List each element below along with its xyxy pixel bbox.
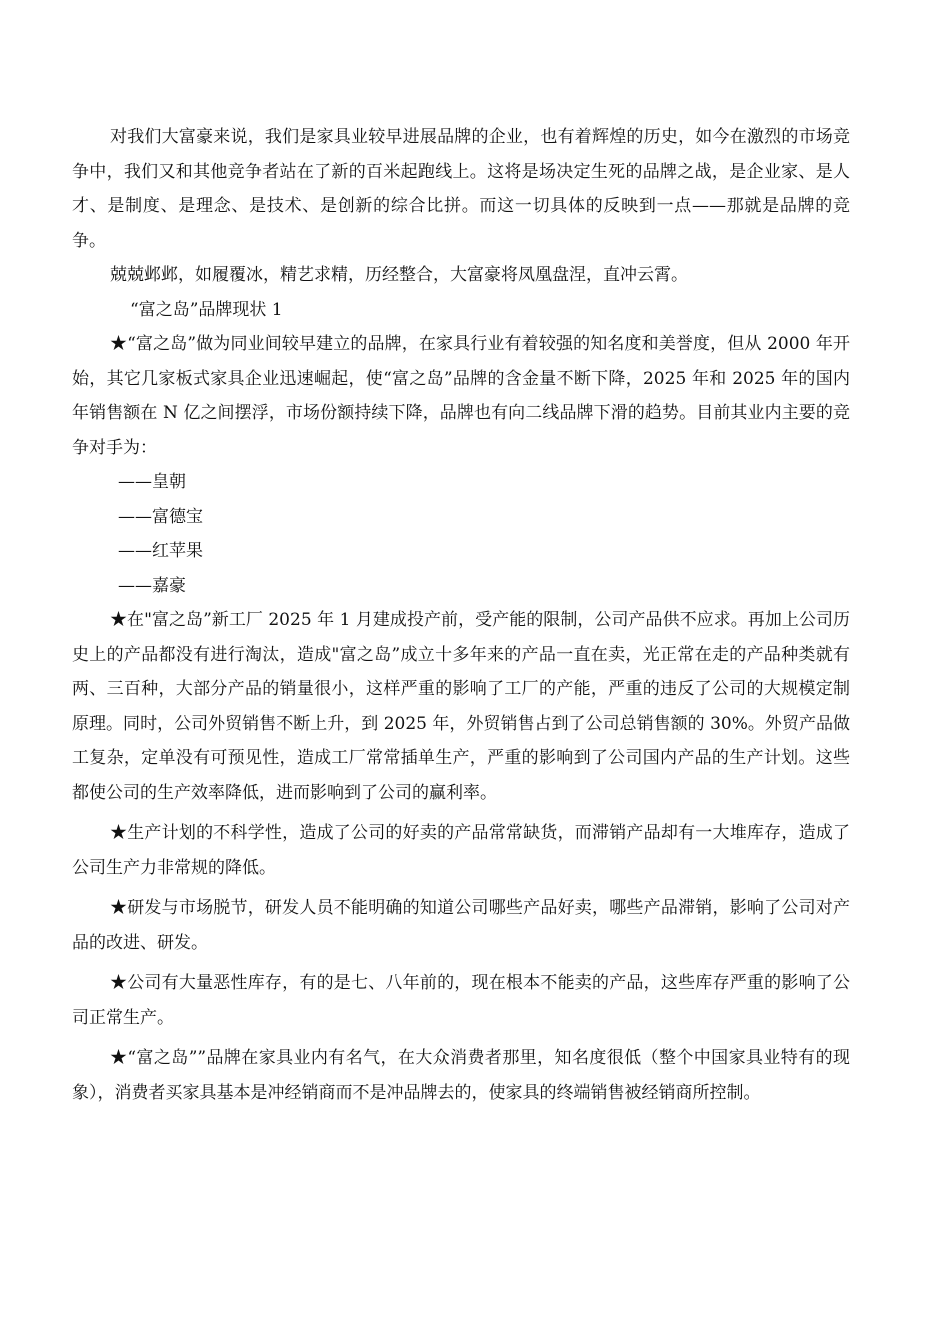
competitor-item: ——嘉豪 bbox=[118, 575, 186, 596]
production-paragraph: ★在"富之岛”新工厂 2025 年 1 月建成投产前，受产能的限制，公司产品供不应求。再加上公司历史上的产品都没有进行淘汰，造成"富之岛”成立十多年来的产品一直在卖，光正常在走的产品种类就有两、三百种，大部分产品的销量很小，这样严重的影响了工厂的产能，严重的违反了公司的大规模定制原理。同时，公司外贸销售不断上升，到 2025 年，外贸销售占到了公司总销售额的 30%。外贸产品做工复杂，定单没有可预见性，造成工厂常常插单生产，严重的影响到了公司国内产品的生产计划。这些都使公司的生产效率降低，进而影响到了公司的赢利率。 bbox=[72, 610, 850, 803]
brand-status-paragraph: ★“富之岛”做为同业间较早建立的品牌，在家具行业有着较强的知名度和美誉度，但从 2000 年开始，其它几家板式家具企业迅速崛起，使“富之岛”品牌的含金量不断下降，2025 年和 2025 年的国内年销售额在 N 亿之间摆浮，市场份额持续下降，品牌也有向二线品牌下滑的趋势。目前其业内主要的竞争对手为： bbox=[72, 334, 850, 458]
motto-paragraph: 兢兢邺邺，如履覆冰，精艺求精，历经整合，大富豪将凤凰盘涅，直冲云霄。 bbox=[110, 265, 688, 285]
intro-paragraph: 对我们大富豪来说，我们是家具业较早进展品牌的企业，也有着辉煌的历史，如今在激烈的市场竞争中，我们又和其他竞争者站在了新的百米起跑线上。这将是场决定生死的品牌之战，是企业家、是人才、是制度、是理念、是技术、是创新的综合比拼。而这一切具体的反映到一点——那就是品牌的竞争。 bbox=[72, 127, 850, 251]
competitor-item: ——红苹果 bbox=[118, 541, 203, 561]
section-title: “富之岛”品牌现状 1 bbox=[130, 299, 283, 320]
competitor-item: ——皇朝 bbox=[118, 472, 186, 492]
planning-paragraph: ★生产计划的不科学性，造成了公司的好卖的产品常常缺货，而滞销产品却有一大堆库存，造成了公司生产力非常规的降低。 bbox=[72, 823, 850, 878]
competitor-list bbox=[72, 465, 850, 603]
competitor-item: ——富德宝 bbox=[118, 506, 203, 527]
inventory-paragraph: ★公司有大量恶性库存，有的是七、八年前的，现在根本不能卖的产品，这些库存严重的影响了公司正常生产。 bbox=[72, 973, 850, 1028]
document-page bbox=[72, 120, 850, 1110]
brand-awareness-paragraph: ★“富之岛””品牌在家具业内有名气，在大众消费者那里，知名度很低（整个中国家具业特有的现象），消费者买家具基本是冲经销商而不是冲品牌去的，使家具的终端销售被经销商所控制。 bbox=[72, 1048, 850, 1103]
rnd-paragraph: ★研发与市场脱节，研发人员不能明确的知道公司哪些产品好卖，哪些产品滞销，影响了公司对产品的改进、研发。 bbox=[72, 898, 850, 953]
